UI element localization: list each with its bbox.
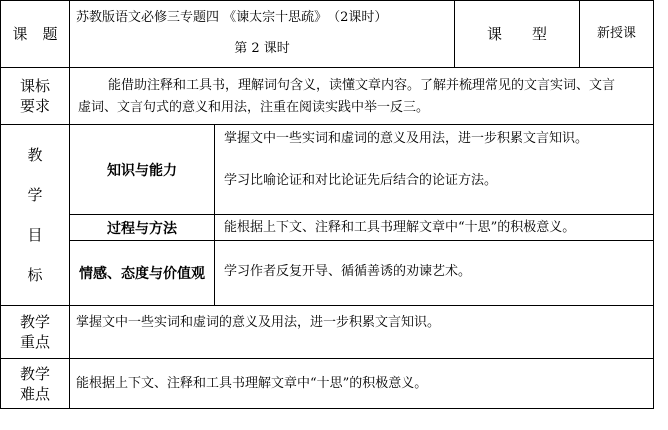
- objective-knowledge-name: 知识与能力: [107, 162, 177, 179]
- key-points-text: 掌握文中一些实词和虚词的意义及用法，进一步积累文言知识。: [76, 315, 441, 330]
- standards-label: [1, 68, 69, 124]
- objective-knowledge-line2: 学习比喻论证和对比论证先后结合的论证方法。: [224, 173, 498, 188]
- key-points-label-line2: 重点: [19, 333, 50, 351]
- rule: [0, 408, 654, 409]
- objective-values-label: [70, 241, 214, 305]
- objectives-label-char: 教: [27, 146, 43, 164]
- key-points-label-line1: 教学: [19, 313, 50, 331]
- objective-knowledge-line1: 掌握文中一些实词和虚词的意义及用法，进一步积累文言知识。: [224, 131, 589, 146]
- difficulties-text-content: 能根据上下文、注释和工具书理解文章中“十思”的积极意义。: [76, 375, 428, 391]
- lesson-session: 第 2 课时: [234, 41, 290, 56]
- lesson-type-value-text: 新授课: [596, 26, 636, 41]
- objective-process-text: [224, 215, 653, 240]
- objective-values-text: 学习作者反复开导、循循善诱的劝谏艺术。: [224, 264, 472, 279]
- objectives-label-char: 学: [27, 186, 43, 204]
- difficulties-label: [1, 359, 69, 408]
- lesson-title-label: [1, 1, 69, 67]
- difficulties-text: [70, 359, 653, 408]
- objective-process-text-content: 能根据上下文、注释和工具书理解文章中“十思”的积极意义。: [224, 219, 576, 235]
- rule: [0, 305, 654, 306]
- rule: [653, 0, 654, 409]
- objective-process-label: [70, 215, 214, 240]
- lesson-title-cell: [70, 1, 454, 67]
- lesson-type-label: [455, 1, 579, 67]
- standards-text-content: 能借助注释和工具书，理解词句含义，读懂文章内容。了解并梳理常见的文言实词、文言虚词、文言句式的意义和用法，注重在阅读实践中举一反三。: [78, 78, 616, 115]
- objective-values-name: 情感、态度与价值观: [79, 266, 205, 282]
- lesson-type-label-text: 课 型: [486, 25, 547, 43]
- rule: [214, 124, 215, 306]
- standards-label-line2: 要求: [19, 97, 50, 115]
- standards-label-line1: 课标: [19, 77, 50, 95]
- lesson-type-value: [580, 1, 653, 67]
- objectives-label-char: 目: [27, 226, 43, 244]
- key-points-label: [1, 306, 69, 358]
- lesson-title: 苏教版语文必修三专题四 《谏太宗十思疏》 （2课时）: [76, 10, 388, 25]
- difficulties-label-line1: 教学: [19, 364, 50, 383]
- objectives-label-char: 标: [27, 266, 43, 284]
- objective-knowledge-label: [70, 125, 214, 214]
- difficulties-label-line2: 难点: [19, 384, 50, 403]
- objectives-label: [1, 125, 69, 305]
- objective-process-name: 过程与方法: [107, 220, 177, 237]
- lesson-title-label-text: 课 题: [12, 25, 58, 43]
- standards-text: [70, 68, 653, 124]
